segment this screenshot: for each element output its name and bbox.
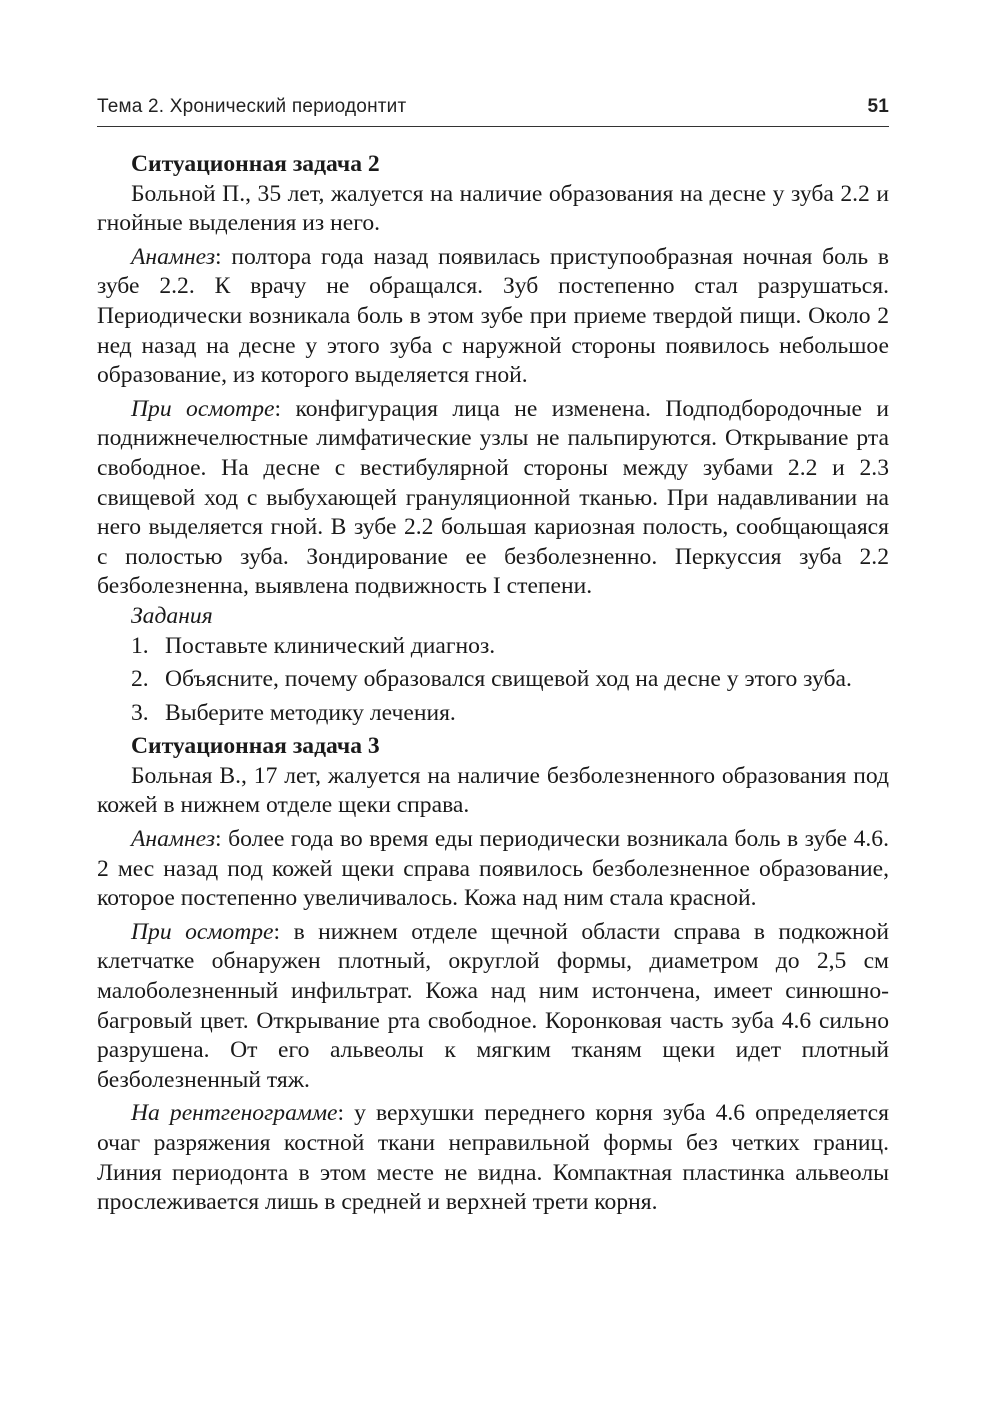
task-item [131, 699, 889, 729]
task2-anamnesis-label: Анамнез [131, 243, 216, 270]
task3-anamnesis [97, 825, 889, 914]
task3-xray-text: : у верхушки переднего корня зуба 4.6 определяется очаг разряжения костной ткани неправильной формы без четких границ. Линия периодонта в этом месте не видна. Компактная пластинка альвеолы прослеживается лишь в средней и верхней трети корня. [97, 1100, 890, 1216]
task-number: 2. [131, 666, 149, 693]
task-number: 3. [131, 699, 149, 726]
page-header [97, 94, 889, 127]
page-body [97, 150, 889, 1218]
task3-complaint: Больная В., 17 лет, жалуется на наличие безболезненного образования под кожей в нижнем отделе щеки справа. [97, 762, 889, 819]
task2-exam [97, 395, 889, 602]
task3-anamnesis-text: : более года во время еды периодически возникала боль в зубе 4.6. 2 мес назад под кожей щеки справа появилось безболезненное образование, которое постепенно увеличивалось. Кожа над ним стала красной. [97, 826, 889, 912]
task-text: Поставьте клинический диагноз. [165, 632, 496, 659]
task2-task-list [97, 632, 889, 729]
task3-exam-label: При осмотре [131, 918, 274, 945]
task2-heading: Ситуационная задача 2 [131, 151, 380, 177]
task3-xray-label: На рентгенограмме [131, 1100, 338, 1127]
task-item [131, 632, 889, 662]
task3-anamnesis-label: Анамнез [131, 826, 216, 853]
task3-heading: Ситуационная задача 3 [131, 733, 380, 760]
task2-exam-label: При осмотре [131, 395, 275, 422]
task2-anamnesis-text: : полтора года назад появилась приступообразная ночная боль в зубе 2.2. К врачу не обращался. Зуб постепенно стал разрушаться. Периодически возникала боль в этом зубе при приеме твердой пищи. Около 2 нед назад на десне у этого зуба с наружной стороны появилось небольшое образование, из которого выделяется гной. [97, 243, 889, 389]
task3-xray [97, 1099, 889, 1217]
task2-exam-text: : конфигурация лица не изменена. Подподбородочные и поднижнечелюстные лимфатические узлы не пальпируются. Открывание рта свободное. На десне с вестибулярной стороны между зубами 2.2 и 2.3 свищевой ход с выбухающей грануляционной тканью. При надавливании на него выделяется гной. В зубе 2.2 большая кариозная полость, сообщающаяся с полостью зуба. Зондирование ее безболезненно. Перкуссия зуба 2.2 безболезненна, выявлена подвижность I степени. [97, 395, 890, 600]
task-item [131, 665, 889, 695]
running-title: Тема 2. Хронический периодонтит [97, 96, 407, 117]
page-number: 51 [867, 96, 889, 117]
task-text: Объясните, почему образовался свищевой ход на десне у этого зуба. [165, 666, 852, 693]
task2-complaint: Больной П., 35 лет, жалуется на наличие образования на десне у зуба 2.2 и гнойные выделения из него. [97, 180, 889, 237]
task2-anamnesis [97, 243, 889, 391]
task3-exam [97, 918, 889, 1096]
task3-exam-text: : в нижнем отделе щечной области справа в подкожной клетчатке обнаружен плотный, округлой формы, диаметром до 2,5 см малоболезненный инфильтрат. Кожа над ним истончена, имеет синюшно-багровый цвет. Открывание рта свободное. Коронковая часть зуба 4.6 сильно разрушена. От его альвеолы к мягким тканям щеки идет плотный безболезненный тяж. [97, 918, 890, 1093]
task-text: Выберите методику лечения. [165, 699, 456, 726]
task2-tasks-label: Задания [131, 602, 213, 629]
task-number: 1. [131, 632, 149, 659]
